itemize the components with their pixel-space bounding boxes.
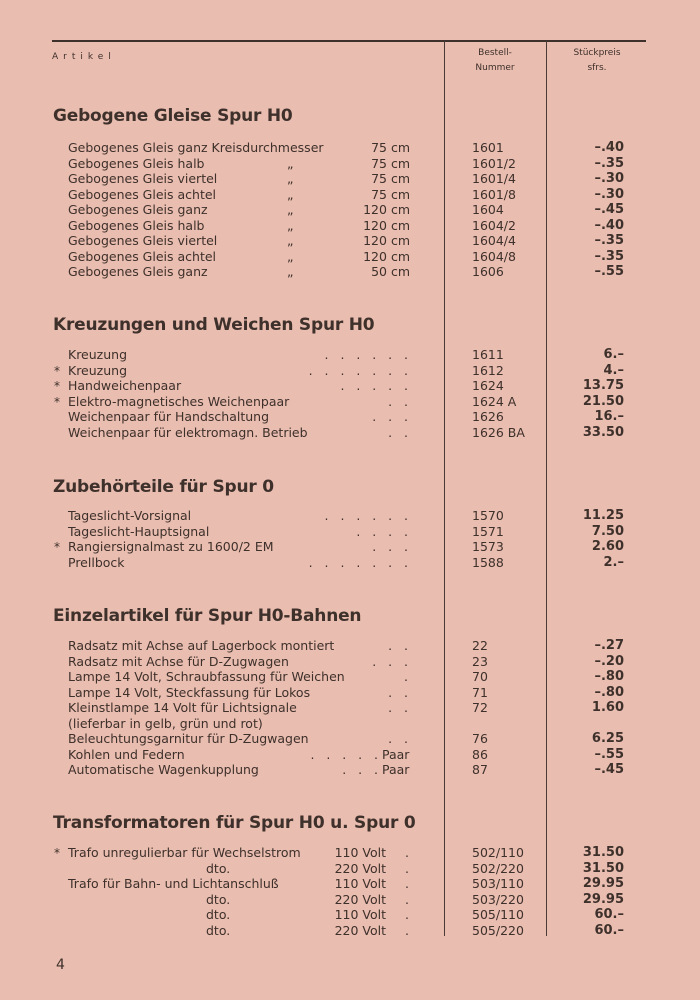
item-name: Gebogenes Gleis viertel [68, 233, 218, 248]
item-name: Radsatz mit Achse auf Lagerbock montiert [68, 638, 335, 653]
ditto-mark: „ [287, 186, 294, 202]
voltage: 110 Volt [334, 845, 386, 860]
leader-dots: . . [388, 638, 408, 653]
order-number: 502/220 [472, 860, 524, 876]
table-row [0, 731, 700, 747]
order-number: 70 [472, 669, 488, 684]
item-size: 120 cm [363, 233, 410, 248]
item-name: Gebogenes Gleis halb [68, 155, 205, 171]
order-number: 22 [472, 638, 488, 653]
table-row [0, 347, 700, 363]
order-number: 1601/2 [472, 155, 516, 171]
table-row [0, 140, 700, 156]
item-name: Lampe 14 Volt, Steckfassung für Lokos [68, 684, 311, 700]
order-number: 1601/8 [472, 186, 516, 202]
column-header-preis-line2: sfrs. [587, 63, 607, 73]
unit-price: 60.– [594, 922, 624, 938]
item-size: 120 cm [363, 217, 410, 233]
voltage: 220 Volt [334, 922, 386, 938]
item-size: 50 cm [371, 264, 410, 279]
new-item-marker: * [54, 846, 60, 860]
leader-dots: . . . [372, 409, 408, 424]
unit-price: 31.50 [582, 845, 624, 860]
unit-price: –.55 [594, 746, 624, 762]
order-number: 76 [472, 731, 488, 746]
order-number: 1604/2 [472, 217, 516, 233]
item-name: Kreuzung [68, 362, 128, 378]
column-header-bestell-line2: Nummer [475, 63, 515, 73]
unit-price: –.20 [594, 653, 624, 669]
section-title: Transformatoren für Spur H0 u. Spur 0 [53, 813, 416, 833]
item-name: Gebogenes Gleis ganz [68, 202, 208, 217]
order-number: 71 [472, 684, 488, 700]
item-name: Tageslicht-Vorsignal [68, 508, 192, 523]
table-row [0, 508, 700, 524]
voltage: 110 Volt [334, 907, 386, 922]
ditto-mark: „ [287, 217, 294, 233]
order-number: 1604/4 [472, 233, 516, 248]
ditto-label: dto. [206, 907, 231, 922]
order-number: 1612 [472, 362, 504, 378]
leader-dot: . [405, 876, 409, 891]
unit-price: –.30 [594, 186, 624, 202]
order-number: 23 [472, 653, 488, 669]
unit-price: –.30 [594, 171, 624, 186]
item-name: Gebogenes Gleis halb [68, 217, 205, 233]
ditto-mark: „ [287, 248, 294, 264]
order-number: 1606 [472, 264, 504, 279]
item-size: 75 cm [371, 186, 410, 202]
item-name: Elektro-magnetisches Weichenpaar [68, 393, 290, 409]
order-number: 1624 A [472, 393, 517, 409]
unit-price: –.55 [594, 264, 624, 279]
table-row [0, 747, 700, 763]
ditto-label: dto. [206, 922, 231, 938]
leader-dots: . . . . . . [324, 347, 408, 362]
unit-price: –.80 [594, 669, 624, 684]
unit-price: 60.– [594, 907, 624, 922]
unit-price: 21.50 [582, 393, 624, 409]
section-title: Zubehörteile für Spur 0 [53, 477, 274, 497]
order-number: 1611 [472, 347, 504, 362]
order-number: 1604/8 [472, 248, 516, 264]
table-row [0, 923, 700, 939]
order-number: 1570 [472, 508, 504, 523]
leader-dot: . [405, 891, 409, 907]
table-row [0, 264, 700, 280]
unit-price: –.40 [594, 217, 624, 233]
table-row [0, 202, 700, 218]
item-name: Radsatz mit Achse für D-Zugwagen [68, 653, 289, 669]
leader-dots: . . . [372, 539, 408, 554]
voltage: 220 Volt [334, 860, 386, 876]
table-row [0, 187, 700, 203]
item-name: Automatische Wagenkupplung [68, 762, 259, 777]
new-item-marker: * [54, 363, 60, 378]
leader-dots: . . . . . [310, 746, 378, 762]
ditto-mark: „ [287, 233, 294, 248]
leader-dots: . . . [342, 762, 378, 777]
item-name: Gebogenes Gleis viertel [68, 171, 218, 186]
table-row [0, 716, 700, 732]
table-row [0, 892, 700, 908]
order-number: 87 [472, 762, 488, 777]
voltage: 110 Volt [334, 876, 386, 891]
leader-dots: . [404, 669, 408, 684]
unit-price: –.45 [594, 762, 624, 777]
column-header-artikel: Artikel [52, 52, 116, 62]
leader-dots: . . . [372, 653, 408, 669]
order-number: 1571 [472, 523, 504, 539]
order-number: 502/110 [472, 845, 524, 860]
table-row [0, 156, 700, 172]
table-row [0, 409, 700, 425]
item-name: Tageslicht-Hauptsignal [68, 523, 210, 539]
item-name: Gebogenes Gleis ganz [68, 264, 208, 279]
ditto-label: dto. [206, 891, 231, 907]
unit-price: 2.60 [591, 539, 624, 554]
unit-price: 6.– [603, 347, 624, 362]
unit-price: –.80 [594, 684, 624, 700]
leader-dot: . [405, 922, 409, 938]
leader-dots: . . . . [356, 523, 408, 539]
unit-price: –.35 [594, 248, 624, 264]
order-number: 1604 [472, 202, 504, 217]
order-number: 1624 [472, 378, 504, 393]
table-row [0, 555, 700, 571]
item-name: Trafo unregulierbar für Wechselstrom [68, 845, 301, 860]
section-title: Gebogene Gleise Spur H0 [53, 106, 293, 126]
order-number: 1601/4 [472, 171, 516, 186]
item-name: Gebogenes Gleis achtel [68, 186, 217, 202]
ditto-mark: „ [287, 171, 294, 186]
table-row [0, 669, 700, 685]
leader-dots: . . [388, 393, 408, 409]
table-row [0, 654, 700, 670]
order-number: 505/220 [472, 922, 524, 938]
unit-label: Paar [382, 746, 410, 762]
item-size: 120 cm [363, 202, 410, 217]
table-row [0, 845, 700, 861]
table-row [0, 363, 700, 379]
table-row [0, 249, 700, 265]
item-name: Prellbock [68, 554, 125, 570]
order-number: 503/220 [472, 891, 524, 907]
leader-dots: . . . . . . . [308, 554, 408, 570]
table-row [0, 425, 700, 441]
leader-dot: . [405, 907, 409, 922]
table-row [0, 524, 700, 540]
order-number: 1626 BA [472, 424, 525, 440]
unit-price: 29.95 [582, 891, 624, 907]
unit-price: 4.– [603, 362, 624, 378]
ditto-mark: „ [287, 202, 294, 217]
unit-price: 1.60 [591, 700, 624, 715]
new-item-marker: * [54, 379, 60, 393]
order-number: 1573 [472, 539, 504, 554]
item-name: Handweichenpaar [68, 378, 182, 393]
column-header-bestell-nummer [450, 46, 540, 76]
table-row [0, 685, 700, 701]
unit-price: 33.50 [582, 424, 624, 440]
item-name: Kohlen und Federn [68, 746, 185, 762]
table-row [0, 762, 700, 778]
ditto-label: dto. [206, 860, 231, 876]
table-row [0, 378, 700, 394]
order-number: 1601 [472, 140, 504, 155]
leader-dots: . . [388, 424, 408, 440]
item-name: Gebogenes Gleis ganz Kreisdurchmesser [68, 140, 324, 155]
item-name: Trafo für Bahn- und Lichtanschluß [68, 876, 279, 891]
item-size: 75 cm [371, 140, 410, 155]
table-row [0, 171, 700, 187]
item-size: 120 cm [363, 248, 410, 264]
new-item-marker: * [54, 394, 60, 409]
page-number: 4 [56, 957, 65, 973]
unit-price: –.27 [594, 638, 624, 653]
leader-dots: . . [388, 684, 408, 700]
unit-price: –.40 [594, 140, 624, 155]
item-name: Gebogenes Gleis achtel [68, 248, 217, 264]
item-name: Weichenpaar für elektromagn. Betrieb [68, 424, 308, 440]
table-row [0, 394, 700, 410]
item-size: 75 cm [371, 171, 410, 186]
item-name: Lampe 14 Volt, Schraubfassung für Weichen [68, 669, 345, 684]
unit-price: 31.50 [582, 860, 624, 876]
table-row [0, 907, 700, 923]
unit-price: 29.95 [582, 876, 624, 891]
unit-price: 2.– [603, 554, 624, 570]
table-row [0, 233, 700, 249]
leader-dots: . . . . . . . [308, 362, 408, 378]
leader-dots: . . [388, 731, 408, 746]
unit-price: 13.75 [582, 378, 624, 393]
unit-price: –.35 [594, 233, 624, 248]
unit-label: Paar [382, 762, 410, 777]
ditto-mark: „ [287, 264, 294, 279]
table-row [0, 700, 700, 716]
item-name: Weichenpaar für Handschaltung [68, 409, 270, 424]
item-name: Rangiersignalmast zu 1600/2 EM [68, 539, 274, 554]
section-title: Einzelartikel für Spur H0-Bahnen [53, 606, 362, 626]
item-size: 75 cm [371, 155, 410, 171]
leader-dot: . [405, 845, 409, 860]
new-item-marker: * [54, 540, 60, 554]
unit-price: –.45 [594, 202, 624, 217]
ditto-mark: „ [287, 155, 294, 171]
order-number: 86 [472, 746, 488, 762]
order-number: 1626 [472, 409, 504, 424]
unit-price: 16.– [594, 409, 624, 424]
column-header-stueckpreis [552, 46, 642, 76]
unit-price: 11.25 [582, 508, 624, 523]
item-name: (lieferbar in gelb, grün und rot) [68, 715, 263, 731]
table-row [0, 876, 700, 892]
item-name: Kreuzung [68, 347, 128, 362]
column-header-bestell-line1: Bestell- [478, 48, 512, 58]
leader-dots: . . . . . [340, 378, 408, 393]
item-name: Kleinstlampe 14 Volt für Lichtsignale [68, 700, 297, 715]
leader-dots: . . . . . . [324, 508, 408, 523]
voltage: 220 Volt [334, 891, 386, 907]
order-number: 503/110 [472, 876, 524, 891]
order-number: 72 [472, 700, 488, 715]
column-header-preis-line1: Stückpreis [573, 48, 621, 58]
leader-dots: . . [388, 700, 408, 715]
table-row [0, 861, 700, 877]
order-number: 1588 [472, 554, 504, 570]
unit-price: –.35 [594, 155, 624, 171]
table-row [0, 218, 700, 234]
unit-price: 7.50 [591, 523, 624, 539]
item-name: Beleuchtungsgarnitur für D-Zugwagen [68, 731, 309, 746]
top-rule [52, 40, 646, 42]
table-row [0, 539, 700, 555]
leader-dot: . [405, 860, 409, 876]
order-number: 505/110 [472, 907, 524, 922]
table-row [0, 638, 700, 654]
section-title: Kreuzungen und Weichen Spur H0 [53, 315, 375, 335]
unit-price: 6.25 [591, 731, 624, 746]
